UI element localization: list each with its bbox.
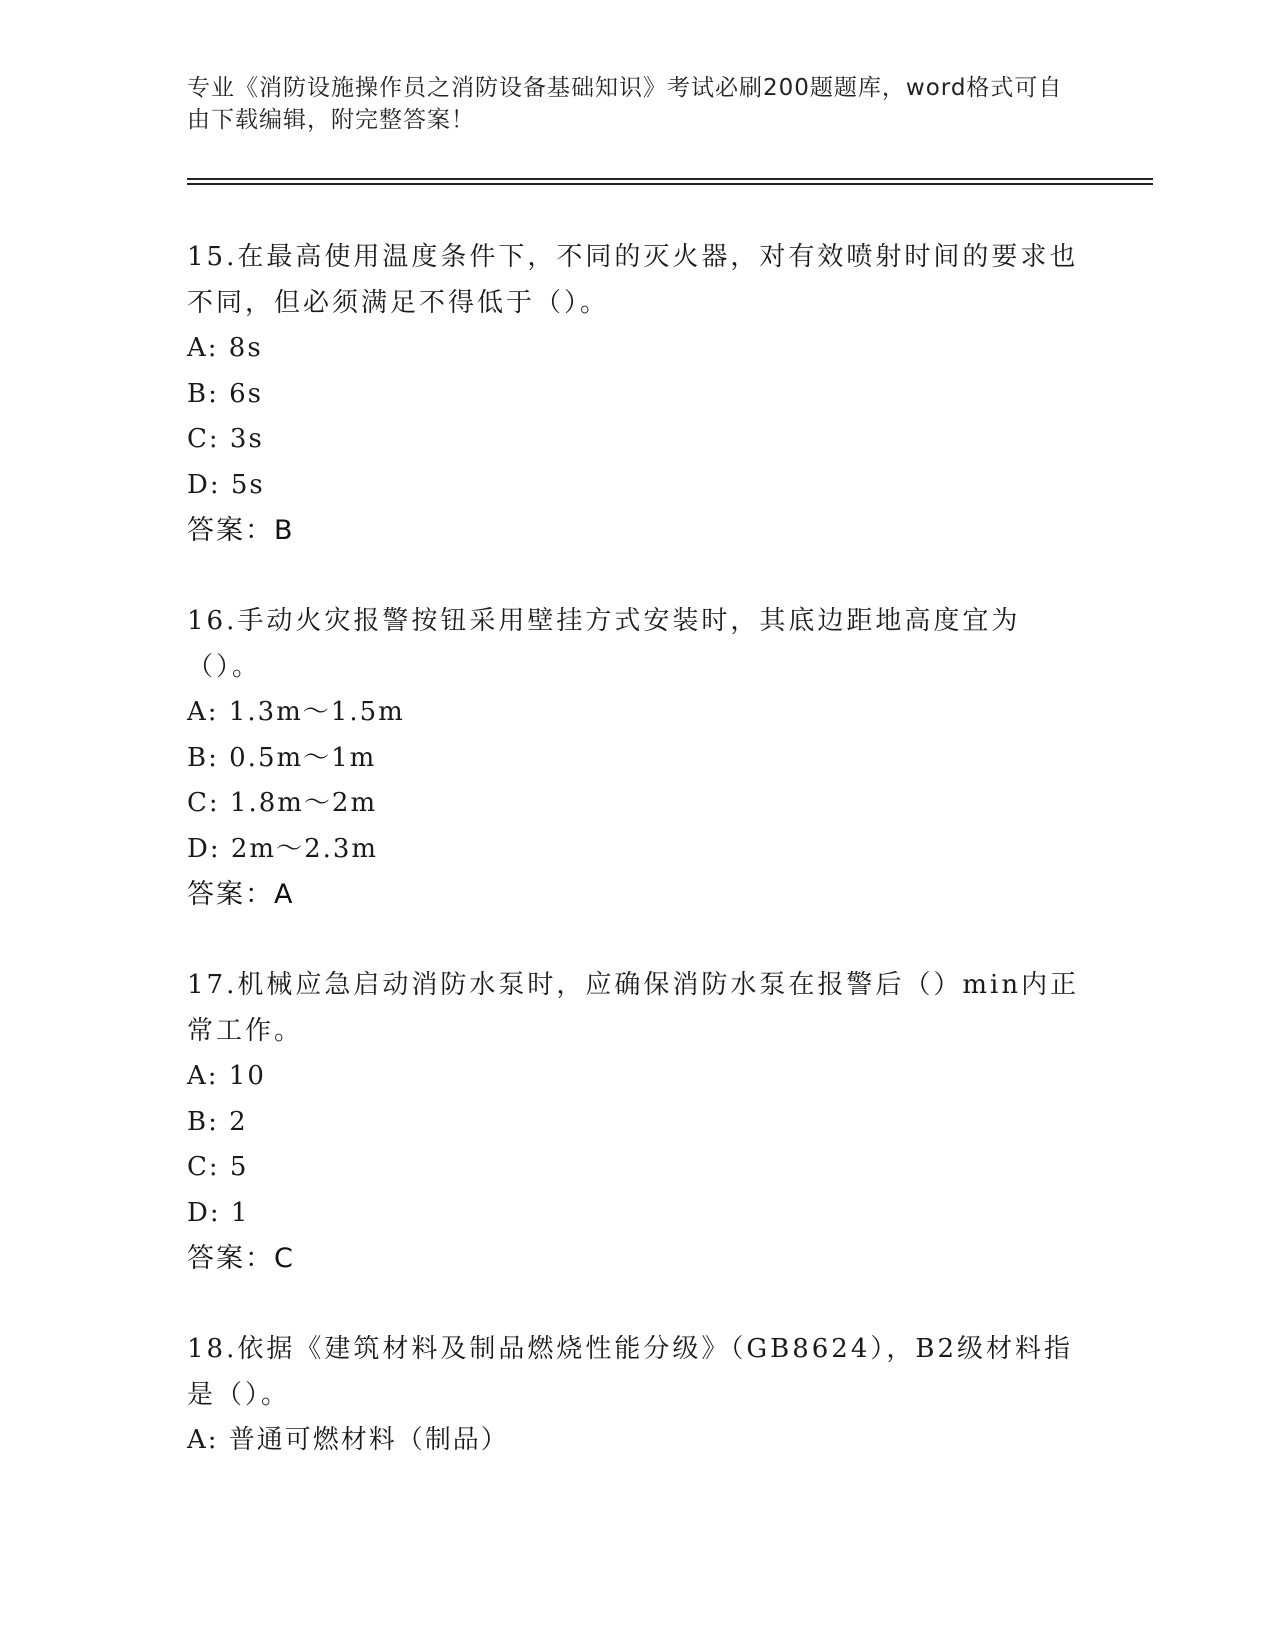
question-16 [187, 598, 1087, 918]
question-stem: 17.机械应急启动消防水泵时，应确保消防水泵在报警后（）min内正常工作。 [187, 970, 1080, 1046]
question-18 [187, 1326, 1087, 1464]
answer-line: 答案：C [187, 1243, 295, 1274]
answer-line: 答案：B [187, 515, 295, 546]
option-d: D: 2m～2.3m [187, 833, 379, 864]
question-17 [187, 962, 1087, 1282]
question-stem: 15.在最高使用温度条件下，不同的灭火器，对有效喷射时间的要求也不同，但必须满足不得低于（）。 [187, 242, 1079, 318]
question-stem: 18.依据《建筑材料及制品燃烧性能分级》（GB8624），B2级材料指是（）。 [187, 1334, 1074, 1410]
option-a: A: 1.3m～1.5m [187, 697, 405, 727]
option-b: B: 6s [187, 378, 264, 409]
question-15 [187, 234, 1087, 554]
option-d: D: 5s [187, 469, 265, 500]
option-a: A: 10 [187, 1061, 266, 1091]
answer-line: 答案：A [187, 879, 295, 910]
document-header: 专业《消防设施操作员之消防设备基础知识》考试必刷200题题库，word格式可自由下载编辑，附完整答案！ [187, 75, 1063, 133]
option-a: A: 8s [187, 333, 263, 363]
header-rule-bottom [187, 183, 1153, 185]
option-b: B: 0.5m～1m [187, 742, 377, 773]
question-stem: 16.手动火灾报警按钮采用壁挂方式安装时，其底边距地高度宜为（）。 [187, 606, 1021, 682]
option-b: B: 2 [187, 1106, 248, 1137]
header-rule-top [187, 178, 1153, 180]
option-c: C: 3s [187, 424, 264, 454]
option-c: C: 1.8m～2m [187, 788, 378, 818]
option-c: C: 5 [187, 1152, 249, 1182]
option-d: D: 1 [187, 1197, 250, 1228]
option-a: A: 普通可燃材料（制品） [187, 1425, 509, 1455]
